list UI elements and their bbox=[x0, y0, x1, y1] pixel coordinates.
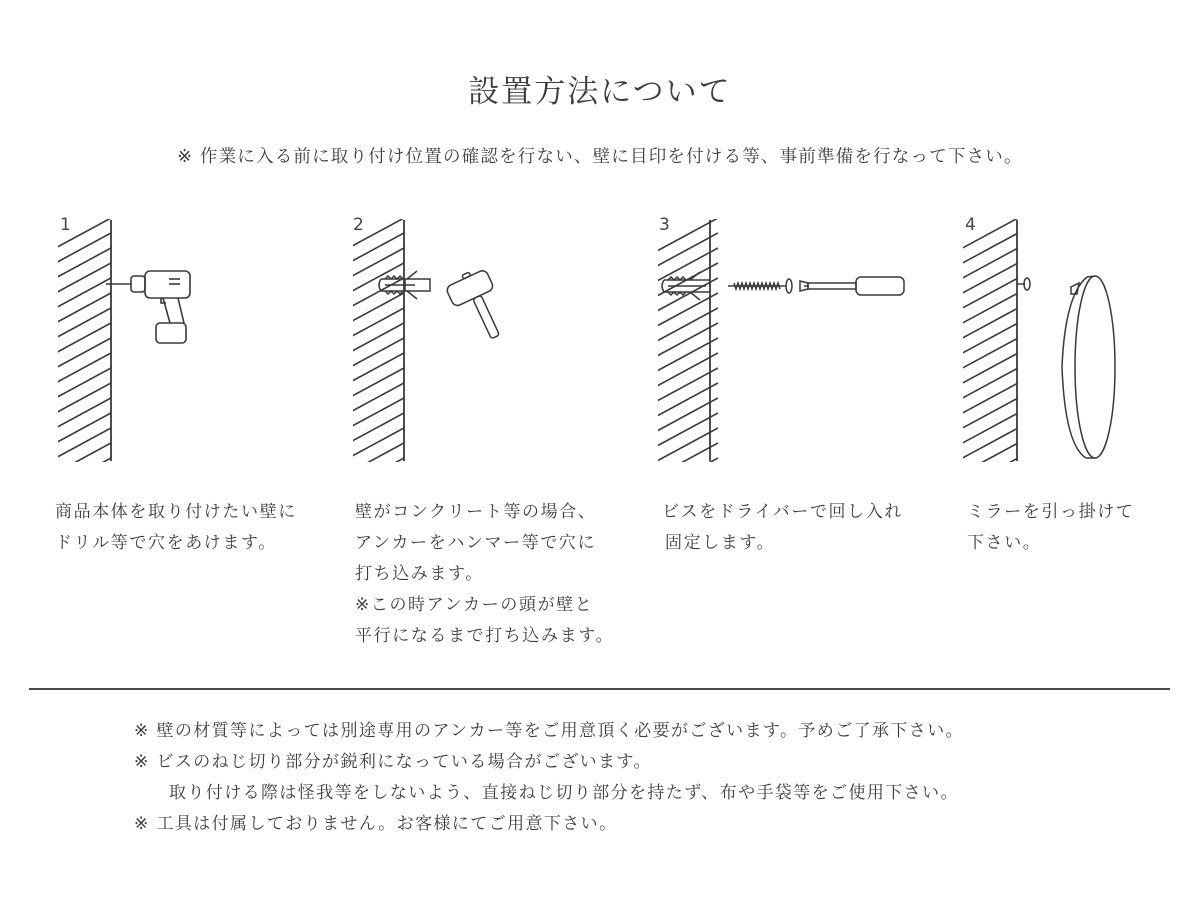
step-text-line: 平行になるまで打ち込みます。 bbox=[355, 626, 615, 646]
page-title: 設置方法について bbox=[468, 74, 732, 110]
step-text-line: 壁がコンクリート等の場合、 bbox=[355, 502, 597, 522]
step-2-description bbox=[355, 497, 614, 652]
step-text-line: 商品本体を取り付けたい壁に bbox=[55, 502, 297, 522]
note-line: ※ ビスのねじ切り部分が鋭利になっている場合がございます。 bbox=[134, 752, 652, 772]
step-4-description bbox=[967, 497, 1134, 559]
step-text-line: アンカーをハンマー等で穴に bbox=[355, 533, 597, 553]
step-text-line: ビスをドライバーで回し入れ bbox=[662, 502, 903, 522]
note-line: ※ 工具は付属しておりません。お客様にてご用意下さい。 bbox=[134, 814, 618, 834]
step-text-line: 打ち込みます。 bbox=[355, 564, 484, 584]
screwdriver-screw-icon bbox=[650, 205, 950, 475]
caution-notes bbox=[134, 716, 964, 840]
step-2 bbox=[345, 205, 635, 655]
note-line: 取り付ける際は怪我等をしないよう、直接ねじ切り部分を持たず、布や手袋等をご使用下さい。 bbox=[169, 783, 959, 803]
step-1-description bbox=[55, 497, 297, 559]
note-line: ※ 壁の材質等によっては別途専用のアンカー等をご用意頂く必要がございます。予めご了承下さい。 bbox=[134, 721, 965, 741]
step-number: 1 bbox=[60, 215, 71, 235]
step-text-line: ドリル等で穴をあけます。 bbox=[55, 533, 277, 553]
step-3 bbox=[650, 205, 940, 655]
drill-icon bbox=[50, 205, 340, 475]
step-text-line: 固定します。 bbox=[665, 533, 776, 553]
hammer-anchor-icon bbox=[345, 205, 635, 475]
step-text-line: ※この時アンカーの頭が壁と bbox=[355, 595, 594, 615]
step-number: 4 bbox=[965, 215, 976, 235]
step-1 bbox=[50, 205, 340, 655]
step-4 bbox=[955, 205, 1200, 655]
section-divider bbox=[29, 688, 1170, 690]
step-3-description bbox=[662, 497, 903, 559]
intro-note: ※ 作業に入る前に取り付け位置の確認を行ない、壁に目印を付ける等、事前準備を行なって下さい。 bbox=[177, 147, 1023, 167]
step-number: 3 bbox=[659, 215, 670, 235]
step-text-line: ミラーを引っ掛けて bbox=[967, 502, 1135, 522]
mirror-hang-icon bbox=[955, 205, 1175, 475]
step-number: 2 bbox=[353, 215, 364, 235]
step-text-line: 下さい。 bbox=[967, 533, 1042, 553]
